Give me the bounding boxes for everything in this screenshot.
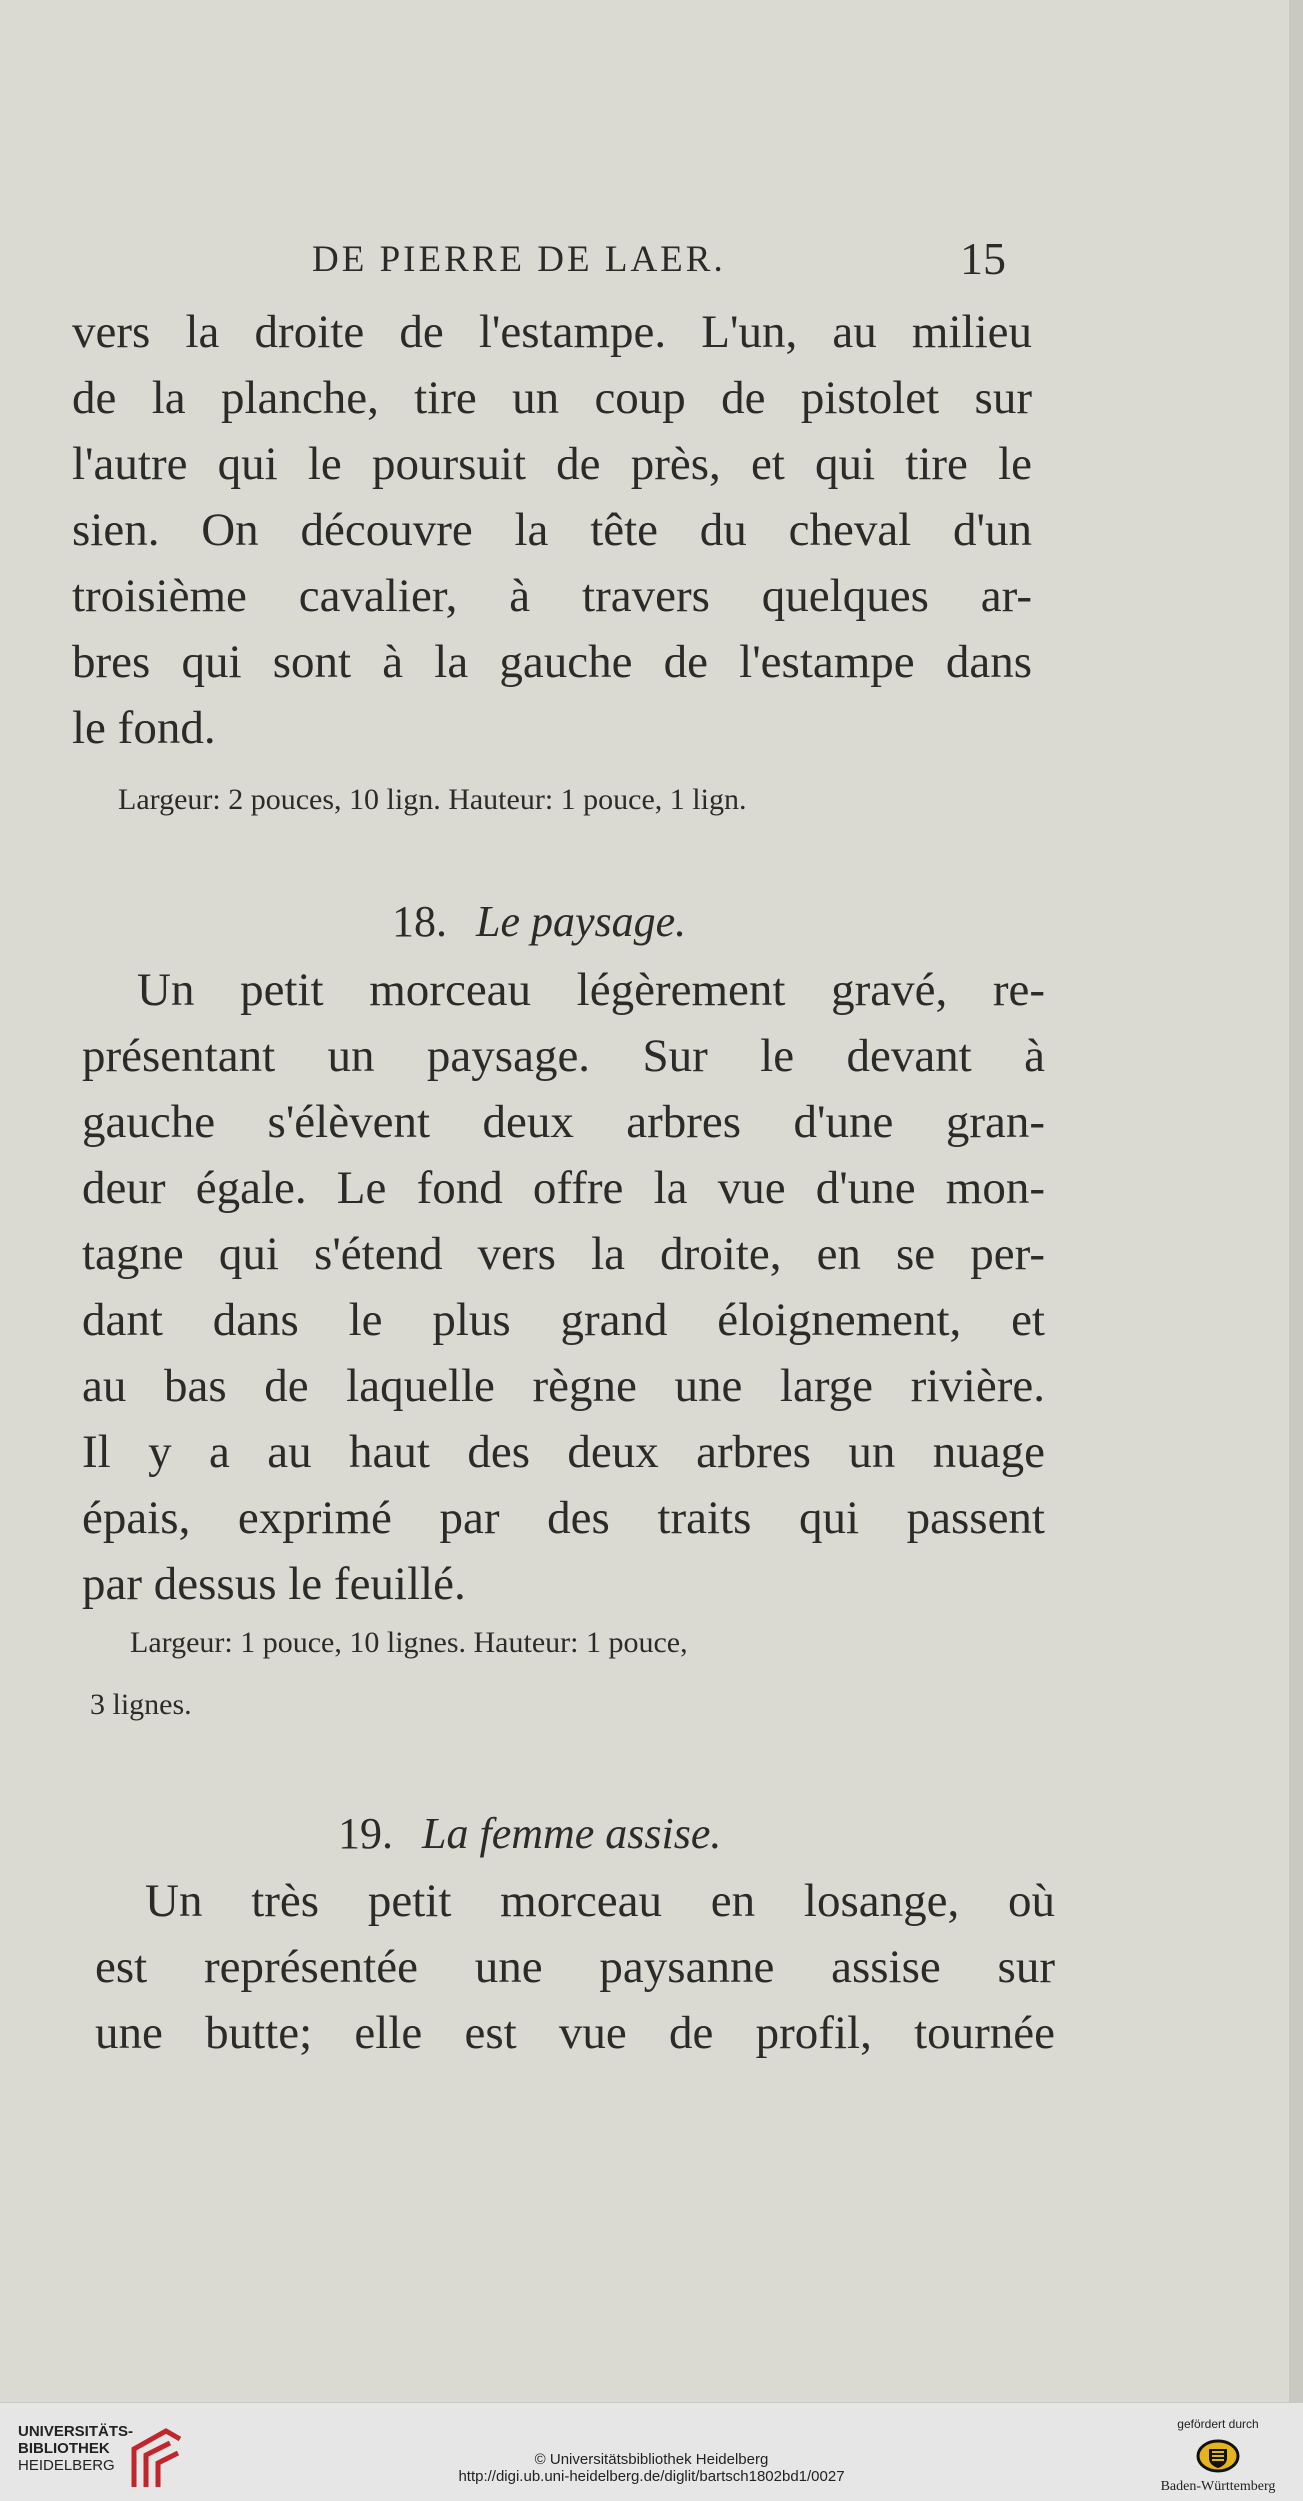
page-number: 15 xyxy=(960,233,1006,284)
dimensions-note: Largeur: 1 pouce, 10 lignes. Hauteur: 1 pouce, xyxy=(130,1626,688,1659)
text-line: Un petit morceau légèrement gravé, re- xyxy=(137,964,1045,1016)
text-line: vers la droite de l'estampe. L'un, au milieu xyxy=(72,306,1032,358)
viewer-footer xyxy=(0,2402,1303,2501)
section-number: 19. xyxy=(338,1809,393,1858)
text-line: par dessus le feuillé. xyxy=(82,1558,466,1610)
dimensions-note-continued: 3 lignes. xyxy=(90,1688,192,1721)
library-name: UNIVERSITÄTS- BIBLIOTHEK HEIDELBERG xyxy=(18,2423,134,2474)
running-head xyxy=(0,232,1303,292)
text-line: troisième cavalier, à travers quelques ar- xyxy=(72,570,1032,622)
section-title: La femme assise. xyxy=(422,1809,722,1858)
section-title: Le paysage. xyxy=(476,897,687,946)
paragraph-landscape xyxy=(82,957,1045,1617)
text-line: épais, exprimé par des traits qui passent xyxy=(82,1492,1045,1544)
text-line: est représentée une paysanne assise sur xyxy=(95,1941,1055,1993)
section-number: 18. xyxy=(392,897,447,946)
permalink-url[interactable]: http://digi.ub.uni-heidelberg.de/diglit/bartsch1802bd1/0027 xyxy=(458,2468,845,2485)
text-line: présentant un paysage. Sur le devant à xyxy=(82,1030,1045,1082)
paragraph-seated-woman xyxy=(95,1868,1055,2066)
running-title: DE PIERRE DE LAER. xyxy=(312,239,726,280)
sponsor-name: Baden-Württemberg xyxy=(1160,2479,1276,2494)
text-line: au bas de laquelle règne une large rivière. xyxy=(82,1360,1045,1412)
section-heading-19 xyxy=(0,1808,1303,1868)
text-line: tagne qui s'étend vers la droite, en se per- xyxy=(82,1228,1045,1280)
paragraph-continuation xyxy=(72,299,1032,761)
sponsor-logo[interactable] xyxy=(1148,2417,1288,2497)
dimensions-note: Largeur: 2 pouces, 10 lign. Hauteur: 1 pouce, 1 lign. xyxy=(118,783,747,816)
text-line: bres qui sont à la gauche de l'estampe dans xyxy=(72,636,1032,688)
text-line: Il y a au haut des deux arbres un nuage xyxy=(82,1426,1045,1478)
text-line: sien. On découvre la tête du cheval d'un xyxy=(72,504,1032,556)
sponsor-label: gefördert durch xyxy=(1177,2417,1259,2431)
copyright-text: © Universitätsbibliothek Heidelberg xyxy=(534,2451,769,2468)
text-line: de la planche, tire un coup de pistolet sur xyxy=(72,372,1032,424)
text-line: dant dans le plus grand éloignement, et xyxy=(82,1294,1045,1346)
section-heading-18 xyxy=(0,896,1303,956)
text-line: deur égale. Le fond offre la vue d'une mon- xyxy=(82,1162,1045,1214)
coat-of-arms-icon xyxy=(1196,2439,1240,2473)
text-line: une butte; elle est vue de profil, tournée xyxy=(95,2007,1055,2059)
copyright-block xyxy=(0,2451,1303,2485)
text-line: gauche s'élèvent deux arbres d'une gran- xyxy=(82,1096,1045,1148)
page-edge-shadow xyxy=(1289,0,1303,2402)
text-line: l'autre qui le poursuit de près, et qui tire le xyxy=(72,438,1032,490)
text-line: le fond. xyxy=(72,702,216,754)
text-line: Un très petit morceau en losange, où xyxy=(145,1875,1055,1927)
